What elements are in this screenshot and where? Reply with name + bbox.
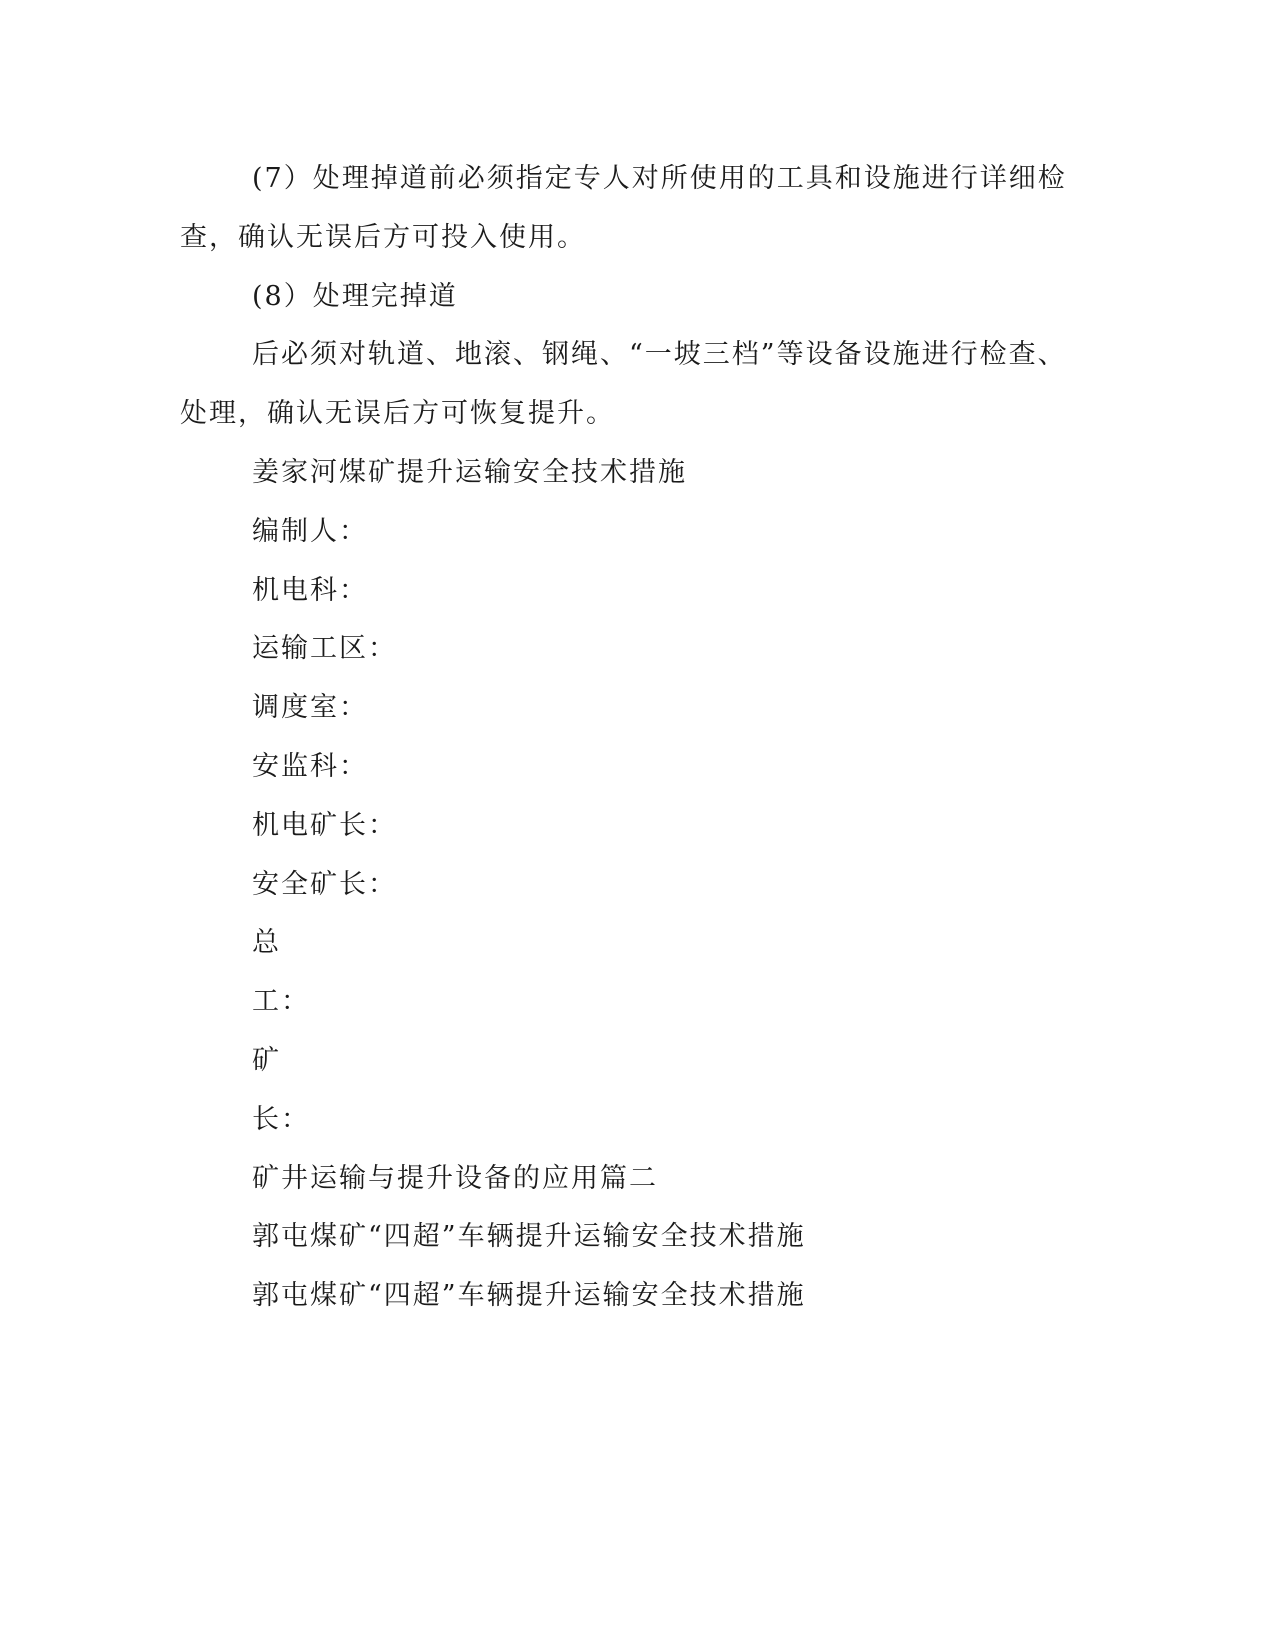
section-heading-part-2: 矿井运输与提升设备的应用篇二 <box>252 1162 658 1194</box>
signature-safety-supervision: 安监科： <box>252 750 368 782</box>
signature-dispatch-room: 调度室： <box>252 692 368 724</box>
subheading-guotun-1: 郭屯煤矿“四超”车辆提升运输安全技术措施 <box>252 1221 806 1253</box>
signature-mine-manager-part-2: 长： <box>252 1103 310 1135</box>
signature-compiler: 编制人： <box>252 515 368 547</box>
paragraph-8-line-2: 后必须对轨道、地滚、钢绳、“一坡三档”等设备设施进行检查、 <box>252 339 1067 371</box>
signature-electromechanical-mine-manager: 机电矿长： <box>252 809 397 841</box>
signature-electromechanical-dept: 机电科： <box>252 574 368 606</box>
signature-mine-manager-part-1: 矿 <box>252 1044 281 1076</box>
paragraph-8-line-1: (8）处理完掉道 <box>252 280 458 312</box>
signature-chief-engineer-part-2: 工： <box>252 986 310 1018</box>
paragraph-7-line-2: 查，确认无误后方可投入使用。 <box>180 221 586 253</box>
subheading-guotun-2: 郭屯煤矿“四超”车辆提升运输安全技术措施 <box>252 1280 806 1312</box>
signature-safety-mine-manager: 安全矿长： <box>252 868 397 900</box>
measures-title: 姜家河煤矿提升运输安全技术措施 <box>252 456 687 488</box>
document-page <box>180 150 1067 1326</box>
signature-transport-area: 运输工区： <box>252 633 397 665</box>
paragraph-7-line-1: (7）处理掉道前必须指定专人对所使用的工具和设施进行详细检 <box>252 163 1067 194</box>
signature-chief-engineer-part-1: 总 <box>252 927 281 959</box>
paragraph-8-line-3: 处理，确认无误后方可恢复提升。 <box>180 398 615 430</box>
